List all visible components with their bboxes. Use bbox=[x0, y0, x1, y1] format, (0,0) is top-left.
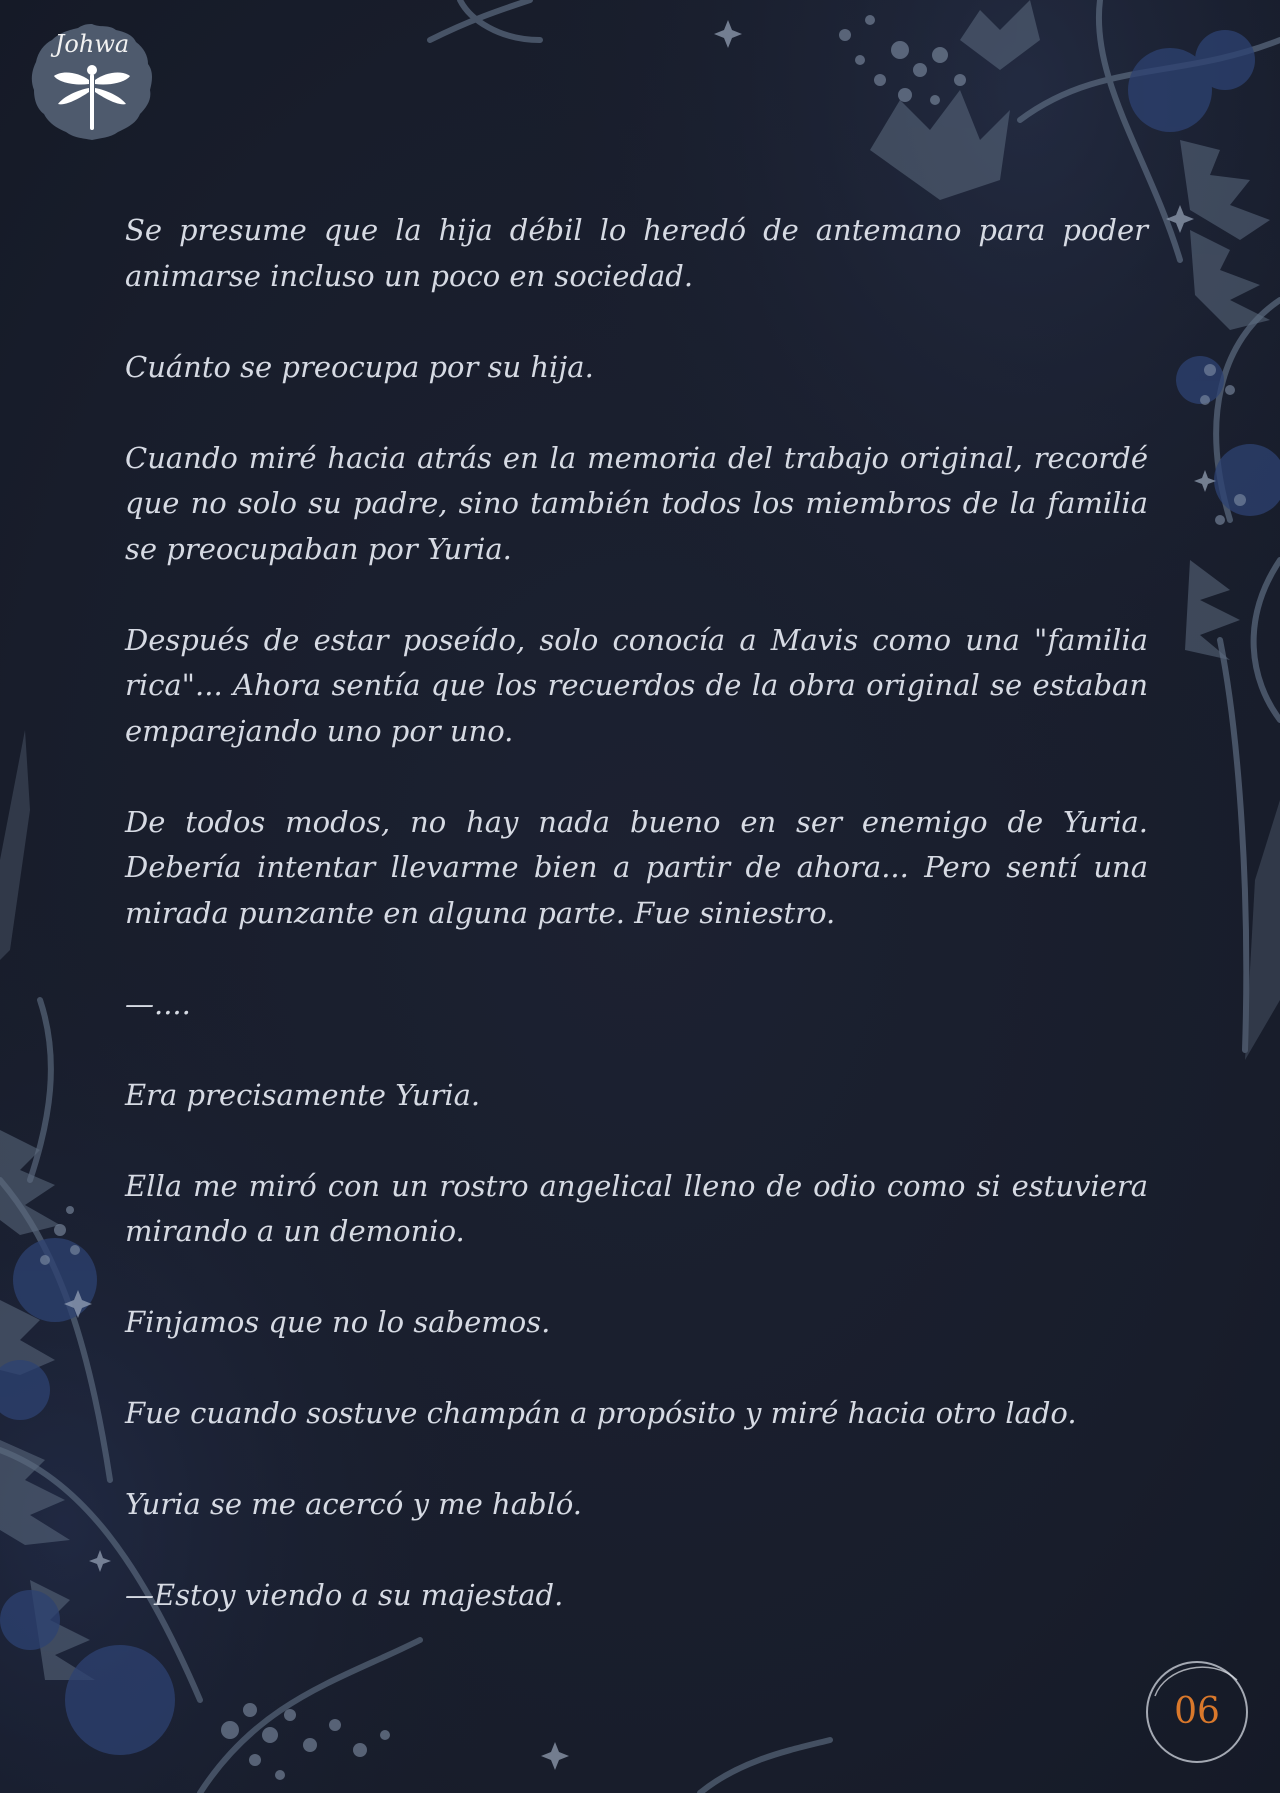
paragraph: —.... bbox=[125, 986, 191, 1021]
page-number: 06 bbox=[1174, 1691, 1220, 1732]
paragraph: Se presume que la hija débil lo heredó de antemano para poder animarse incluso un poco en sociedad. bbox=[125, 213, 1148, 293]
paragraph: Después de estar poseído, solo conocía a Mavis como una "familia rica"... Ahora sentía que los recuerdos de la obra original se estaban emparejando uno por uno. bbox=[125, 622, 1148, 748]
logo-text: Johwa bbox=[54, 30, 130, 58]
paragraph: Ella me miró con un rostro angelical lleno de odio como si estuviera mirando a un demonio. bbox=[125, 1168, 1148, 1248]
paragraph: Finjamos que no lo sabemos. bbox=[125, 1305, 551, 1339]
paragraph: Era precisamente Yuria. bbox=[125, 1077, 481, 1112]
paragraph: —Estoy viendo a su majestad. bbox=[125, 1578, 564, 1612]
johwa-logo bbox=[30, 22, 154, 142]
chapter-body bbox=[125, 208, 1148, 1664]
dragonfly-icon bbox=[52, 62, 132, 134]
paragraph: Cuánto se preocupa por su hija. bbox=[125, 349, 594, 384]
paragraph: Fue cuando sostuve champán a propósito y miré hacia otro lado. bbox=[125, 1396, 1077, 1430]
page-number-badge bbox=[1141, 1656, 1253, 1768]
paragraph: Cuando miré hacia atrás en la memoria del trabajo original, recordé que no solo su padre, sino también todos los miembros de la familia se preocupaban por Yuria. bbox=[125, 440, 1148, 566]
paragraph: Yuria se me acercó y me habló. bbox=[125, 1487, 583, 1521]
paragraph: De todos modos, no hay nada bueno en ser enemigo de Yuria. Debería intentar llevarme bien a partir de ahora... Pero sentí una mirada punzante en alguna parte. Fue siniestro. bbox=[125, 804, 1148, 930]
